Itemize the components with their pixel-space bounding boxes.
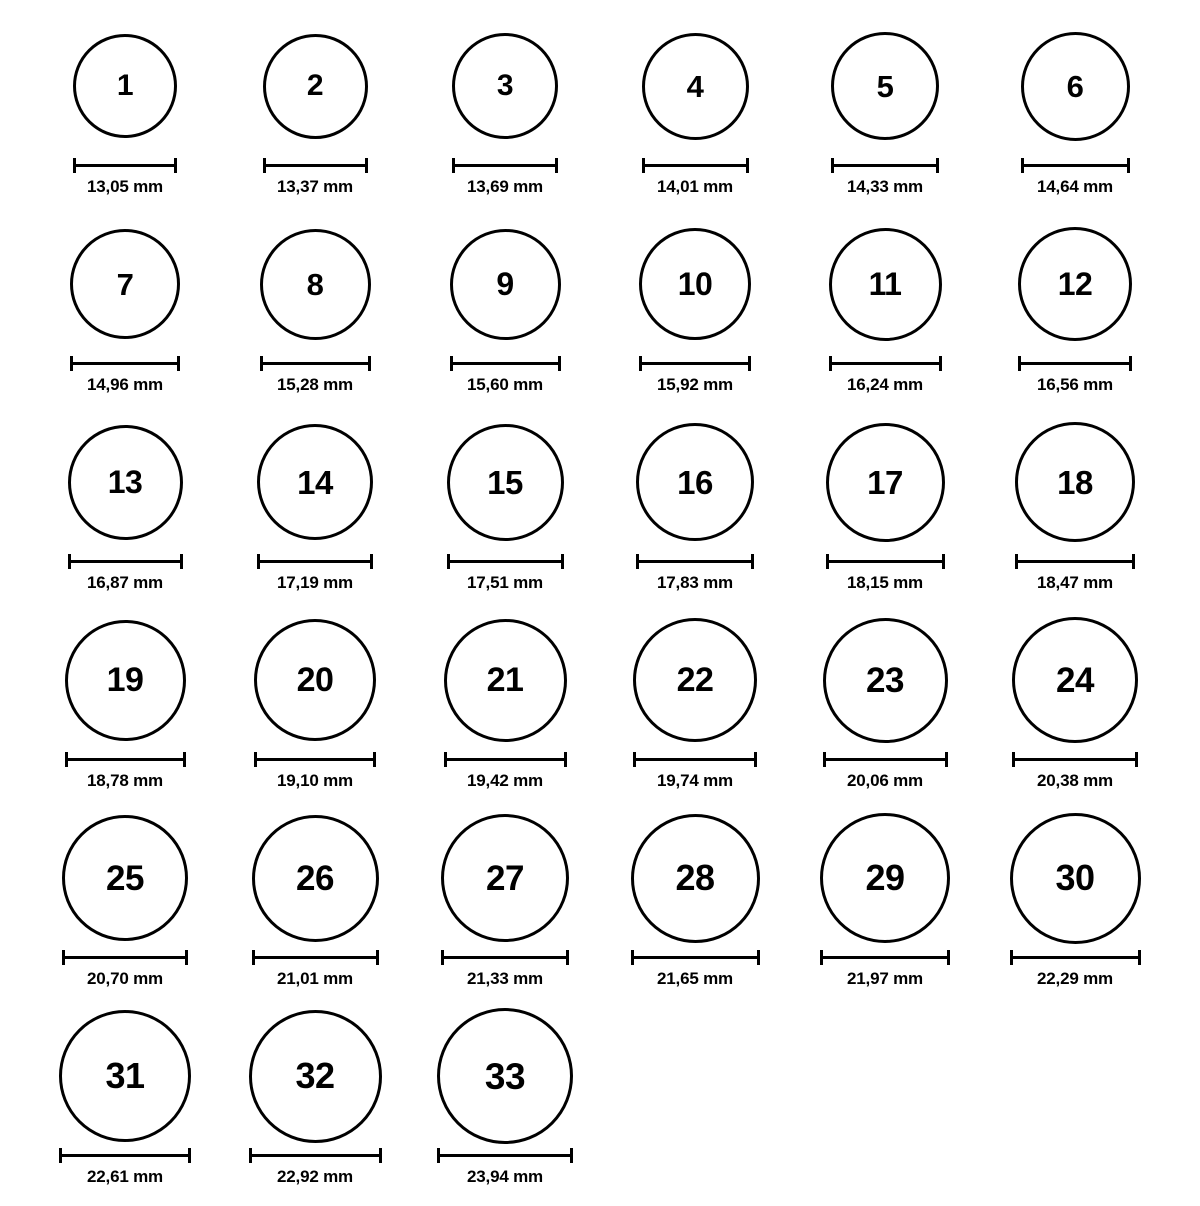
ruler-cap-left [633,752,636,767]
ring-circle-wrap [831,18,939,154]
ring-circle-wrap [263,18,368,154]
ring-size-number: 32 [295,1055,335,1096]
ring-circle-icon [452,33,558,139]
ring-size-number: 4 [686,68,704,104]
ring-circle-wrap [62,810,188,946]
ruler-cap-left [68,554,71,569]
ruler-cap-right [942,554,945,569]
ruler-cap-right [1129,356,1132,371]
ring-circle-wrap [65,612,186,748]
ring-circle-icon [257,424,373,540]
ruler-cap-left [437,1148,440,1163]
ring-size-cell [30,216,220,414]
diameter-label: 15,60 mm [467,375,543,394]
diameter-label: 18,15 mm [847,573,923,592]
ruler-bar [257,560,373,563]
ruler-bar [820,956,950,959]
diameter-ruler-icon [636,554,754,568]
ring-circle-wrap [59,1008,191,1144]
ring-circle-wrap [1018,216,1132,352]
diameter-label: 20,38 mm [1037,771,1113,790]
ruler-bar [254,758,376,761]
ring-circle-wrap [73,18,177,154]
ruler-bar [1021,164,1130,167]
diameter-ruler-icon [631,950,760,964]
diameter-label: 17,19 mm [277,573,353,592]
ruler-cap-right [947,950,950,965]
ruler-cap-left [820,950,823,965]
ring-circle-icon [631,814,760,943]
ruler-bar [70,362,180,365]
diameter-ruler-icon [68,554,183,568]
ring-size-number: 13 [107,464,143,500]
ring-size-number: 7 [116,266,134,302]
diameter-label: 22,61 mm [87,1167,163,1186]
diameter-ruler-icon [441,950,569,964]
ring-circle-icon [447,424,564,541]
ruler-cap-left [631,950,634,965]
ruler-cap-right [566,950,569,965]
ruler-bar [252,956,379,959]
ring-circle-wrap [633,612,757,748]
ruler-cap-right [748,356,751,371]
ring-size-number: 27 [486,858,524,898]
diameter-label: 18,47 mm [1037,573,1113,592]
ring-size-number: 18 [1057,463,1093,501]
ruler-cap-left [636,554,639,569]
ring-size-number: 30 [1055,857,1095,898]
ruler-cap-right [1135,752,1138,767]
diameter-ruler-icon [254,752,376,766]
ring-size-cell [30,18,220,216]
ring-size-number: 23 [866,660,904,700]
ruler-bar [831,164,939,167]
ruler-cap-left [826,554,829,569]
ring-size-number: 5 [876,68,894,104]
ruler-cap-left [639,356,642,371]
ring-size-cell [980,414,1170,612]
ring-circle-wrap [636,414,754,550]
ruler-cap-right [185,950,188,965]
ruler-cap-right [945,752,948,767]
diameter-label: 23,94 mm [467,1167,543,1186]
ring-circle-icon [639,228,751,340]
ring-circle-wrap [823,612,948,748]
ring-circle-icon [1012,617,1138,743]
ruler-cap-left [447,554,450,569]
ring-circle-wrap [441,810,569,946]
ruler-cap-left [831,158,834,173]
ruler-bar [62,956,188,959]
ring-size-cell [220,414,410,612]
diameter-label: 20,70 mm [87,969,163,988]
diameter-ruler-icon [1012,752,1138,766]
ruler-bar [452,164,558,167]
ring-size-number: 11 [868,266,902,302]
ruler-cap-right [180,554,183,569]
ruler-cap-right [561,554,564,569]
ring-size-cell [30,414,220,612]
ruler-cap-right [939,356,942,371]
diameter-ruler-icon [826,554,945,568]
ruler-bar [437,1154,573,1157]
ruler-bar [447,560,564,563]
diameter-ruler-icon [633,752,757,766]
ring-size-number: 6 [1066,68,1084,104]
ring-circle-icon [62,815,188,941]
ring-circle-wrap [249,1008,382,1144]
ring-size-grid [30,18,1170,1206]
ring-circle-icon [437,1008,573,1144]
ruler-cap-right [373,752,376,767]
ruler-bar [450,362,561,365]
ruler-bar [73,164,177,167]
ring-size-number: 10 [677,266,713,302]
diameter-ruler-icon [252,950,379,964]
diameter-label: 22,29 mm [1037,969,1113,988]
ring-circle-wrap [450,216,561,352]
ruler-bar [631,956,760,959]
diameter-label: 21,65 mm [657,969,733,988]
ring-size-cell [30,612,220,810]
diameter-ruler-icon [260,356,371,370]
ruler-cap-right [570,1148,573,1163]
ruler-bar [636,560,754,563]
ring-size-number: 19 [106,661,144,699]
ruler-bar [639,362,751,365]
ruler-cap-right [368,356,371,371]
ring-size-number: 8 [306,266,324,302]
ring-size-cell [30,1008,220,1206]
diameter-label: 16,56 mm [1037,375,1113,394]
ruler-cap-right [754,752,757,767]
ring-size-number: 3 [496,69,514,102]
ring-size-number: 17 [867,463,903,501]
ring-circle-icon [450,229,561,340]
ring-size-number: 26 [296,858,334,898]
ruler-cap-right [555,158,558,173]
diameter-label: 14,96 mm [87,375,163,394]
ring-circle-wrap [70,216,180,352]
ring-circle-wrap [447,414,564,550]
diameter-label: 15,28 mm [277,375,353,394]
diameter-ruler-icon [452,158,558,172]
ring-circle-wrap [68,414,183,550]
ring-circle-wrap [642,18,749,154]
ring-size-number: 12 [1057,266,1093,302]
ring-size-cell [790,414,980,612]
ruler-bar [68,560,183,563]
ring-circle-wrap [257,414,373,550]
ring-size-cell [980,612,1170,810]
ruler-cap-right [183,752,186,767]
ring-circle-wrap [829,216,942,352]
ruler-bar [1018,362,1132,365]
diameter-ruler-icon [62,950,188,964]
ruler-cap-right [1132,554,1135,569]
ring-circle-wrap [631,810,760,946]
ring-circle-icon [59,1010,191,1142]
ring-size-cell [600,216,790,414]
diameter-ruler-icon [831,158,939,172]
ring-size-cell [410,414,600,612]
diameter-label: 21,33 mm [467,969,543,988]
diameter-ruler-icon [1010,950,1141,964]
ruler-bar [829,362,942,365]
ring-circle-wrap [252,810,379,946]
ruler-cap-left [254,752,257,767]
ruler-cap-left [70,356,73,371]
ring-circle-wrap [437,1008,573,1144]
ruler-cap-right [188,1148,191,1163]
ruler-cap-left [829,356,832,371]
ruler-cap-left [441,950,444,965]
ruler-cap-left [1018,356,1021,371]
ring-circle-wrap [820,810,950,946]
ring-circle-icon [65,620,186,741]
ring-size-cell [600,612,790,810]
ruler-cap-right [751,554,754,569]
ring-size-number: 33 [484,1055,526,1097]
ring-circle-wrap [444,612,567,748]
ring-circle-icon [444,619,567,742]
ruler-cap-left [1012,752,1015,767]
ruler-cap-right [376,950,379,965]
ring-circle-wrap [826,414,945,550]
diameter-ruler-icon [437,1148,573,1162]
ruler-cap-right [746,158,749,173]
ring-size-cell [410,216,600,414]
ruler-bar [1010,956,1141,959]
ring-size-number: 25 [106,858,144,898]
ring-size-cell [220,612,410,810]
ring-size-number: 20 [296,661,334,699]
diameter-label: 14,64 mm [1037,177,1113,196]
ruler-cap-right [564,752,567,767]
diameter-label: 17,51 mm [467,573,543,592]
diameter-label: 14,01 mm [657,177,733,196]
ruler-cap-left [263,158,266,173]
ring-circle-icon [829,228,942,341]
ring-circle-icon [1021,32,1130,141]
diameter-ruler-icon [639,356,751,370]
ring-circle-wrap [1010,810,1141,946]
diameter-label: 16,24 mm [847,375,923,394]
ring-circle-icon [1010,813,1141,944]
ring-size-cell [980,18,1170,216]
ruler-cap-left [249,1148,252,1163]
ring-circle-icon [642,33,749,140]
diameter-ruler-icon [1021,158,1130,172]
ring-size-number: 9 [496,266,514,302]
ruler-cap-left [444,752,447,767]
diameter-ruler-icon [829,356,942,370]
ruler-cap-left [62,950,65,965]
ring-circle-icon [823,618,948,743]
ruler-cap-left [73,158,76,173]
diameter-label: 13,05 mm [87,177,163,196]
ring-circle-icon [68,425,183,540]
diameter-ruler-icon [1018,356,1132,370]
ring-circle-icon [826,423,945,542]
ring-circle-wrap [1021,18,1130,154]
diameter-ruler-icon [65,752,186,766]
ring-circle-icon [73,34,177,138]
ring-size-number: 28 [675,857,715,898]
ruler-cap-left [1010,950,1013,965]
ruler-bar [260,362,371,365]
diameter-label: 16,87 mm [87,573,163,592]
ring-size-cell [600,18,790,216]
ring-size-number: 1 [116,69,134,102]
diameter-label: 18,78 mm [87,771,163,790]
ruler-bar [263,164,368,167]
ring-size-cell [410,612,600,810]
diameter-ruler-icon [249,1148,382,1162]
ruler-bar [65,758,186,761]
diameter-label: 13,37 mm [277,177,353,196]
ruler-cap-right [177,356,180,371]
ring-size-number: 14 [297,463,333,501]
ring-size-cell [790,612,980,810]
ring-circle-icon [249,1010,382,1143]
diameter-ruler-icon [642,158,749,172]
ring-size-cell [220,216,410,414]
ring-circle-icon [260,229,371,340]
ring-size-cell [980,810,1170,1008]
ruler-cap-right [1138,950,1141,965]
ring-size-cell [220,1008,410,1206]
ruler-cap-left [642,158,645,173]
diameter-label: 21,01 mm [277,969,353,988]
ruler-bar [826,560,945,563]
ring-size-cell [600,414,790,612]
ring-size-cell [30,810,220,1008]
ring-size-cell [220,810,410,1008]
diameter-ruler-icon [820,950,950,964]
ring-size-number: 21 [486,661,524,699]
ring-size-number: 31 [105,1055,145,1096]
ring-size-cell [410,18,600,216]
ring-size-number: 29 [865,857,905,898]
ruler-cap-left [252,950,255,965]
ring-circle-wrap [639,216,751,352]
ring-circle-icon [254,619,376,741]
ring-circle-icon [263,34,368,139]
ruler-cap-right [757,950,760,965]
ring-size-number: 15 [487,463,523,501]
ring-circle-wrap [452,18,558,154]
diameter-label: 19,42 mm [467,771,543,790]
ring-size-cell [600,810,790,1008]
diameter-ruler-icon [823,752,948,766]
ring-circle-wrap [1012,612,1138,748]
ruler-cap-left [1015,554,1018,569]
ruler-bar [441,956,569,959]
diameter-label: 20,06 mm [847,771,923,790]
ruler-cap-left [823,752,826,767]
ruler-bar [633,758,757,761]
ruler-cap-left [260,356,263,371]
ring-size-number: 16 [677,463,713,501]
diameter-label: 14,33 mm [847,177,923,196]
ruler-cap-left [452,158,455,173]
diameter-label: 13,69 mm [467,177,543,196]
ruler-bar [642,164,749,167]
ruler-cap-right [379,1148,382,1163]
diameter-ruler-icon [444,752,567,766]
ring-circle-icon [70,229,180,339]
ring-circle-wrap [260,216,371,352]
ring-size-cell [220,18,410,216]
ring-circle-icon [831,32,939,140]
diameter-ruler-icon [1015,554,1135,568]
ring-circle-icon [820,813,950,943]
ring-circle-icon [1015,422,1135,542]
diameter-ruler-icon [450,356,561,370]
ruler-bar [59,1154,191,1157]
ruler-cap-right [1127,158,1130,173]
ruler-cap-right [558,356,561,371]
diameter-label: 21,97 mm [847,969,923,988]
diameter-label: 17,83 mm [657,573,733,592]
ruler-bar [823,758,948,761]
diameter-label: 22,92 mm [277,1167,353,1186]
ruler-bar [249,1154,382,1157]
ruler-cap-right [365,158,368,173]
ruler-bar [1015,560,1135,563]
ring-size-number: 24 [1056,660,1094,700]
ruler-cap-left [59,1148,62,1163]
diameter-label: 19,10 mm [277,771,353,790]
ring-size-cell [410,1008,600,1206]
diameter-ruler-icon [73,158,177,172]
diameter-ruler-icon [257,554,373,568]
ring-size-number: 22 [676,661,714,699]
ring-circle-icon [636,423,754,541]
ring-size-number: 2 [306,69,324,102]
ruler-cap-left [257,554,260,569]
ring-circle-wrap [254,612,376,748]
ruler-cap-right [936,158,939,173]
diameter-ruler-icon [263,158,368,172]
ring-circle-icon [252,815,379,942]
ring-circle-icon [1018,227,1132,341]
ruler-cap-left [65,752,68,767]
ruler-cap-left [450,356,453,371]
ring-size-cell [790,810,980,1008]
ring-circle-icon [633,618,757,742]
ring-size-cell [410,810,600,1008]
diameter-ruler-icon [59,1148,191,1162]
diameter-label: 15,92 mm [657,375,733,394]
ruler-cap-right [174,158,177,173]
ruler-cap-left [1021,158,1024,173]
diameter-ruler-icon [70,356,180,370]
ruler-bar [444,758,567,761]
ruler-bar [1012,758,1138,761]
ring-size-cell [980,216,1170,414]
ring-circle-wrap [1015,414,1135,550]
ring-circle-icon [441,814,569,942]
ring-size-cell [790,18,980,216]
diameter-label: 19,74 mm [657,771,733,790]
diameter-ruler-icon [447,554,564,568]
ring-size-cell [790,216,980,414]
ruler-cap-right [370,554,373,569]
